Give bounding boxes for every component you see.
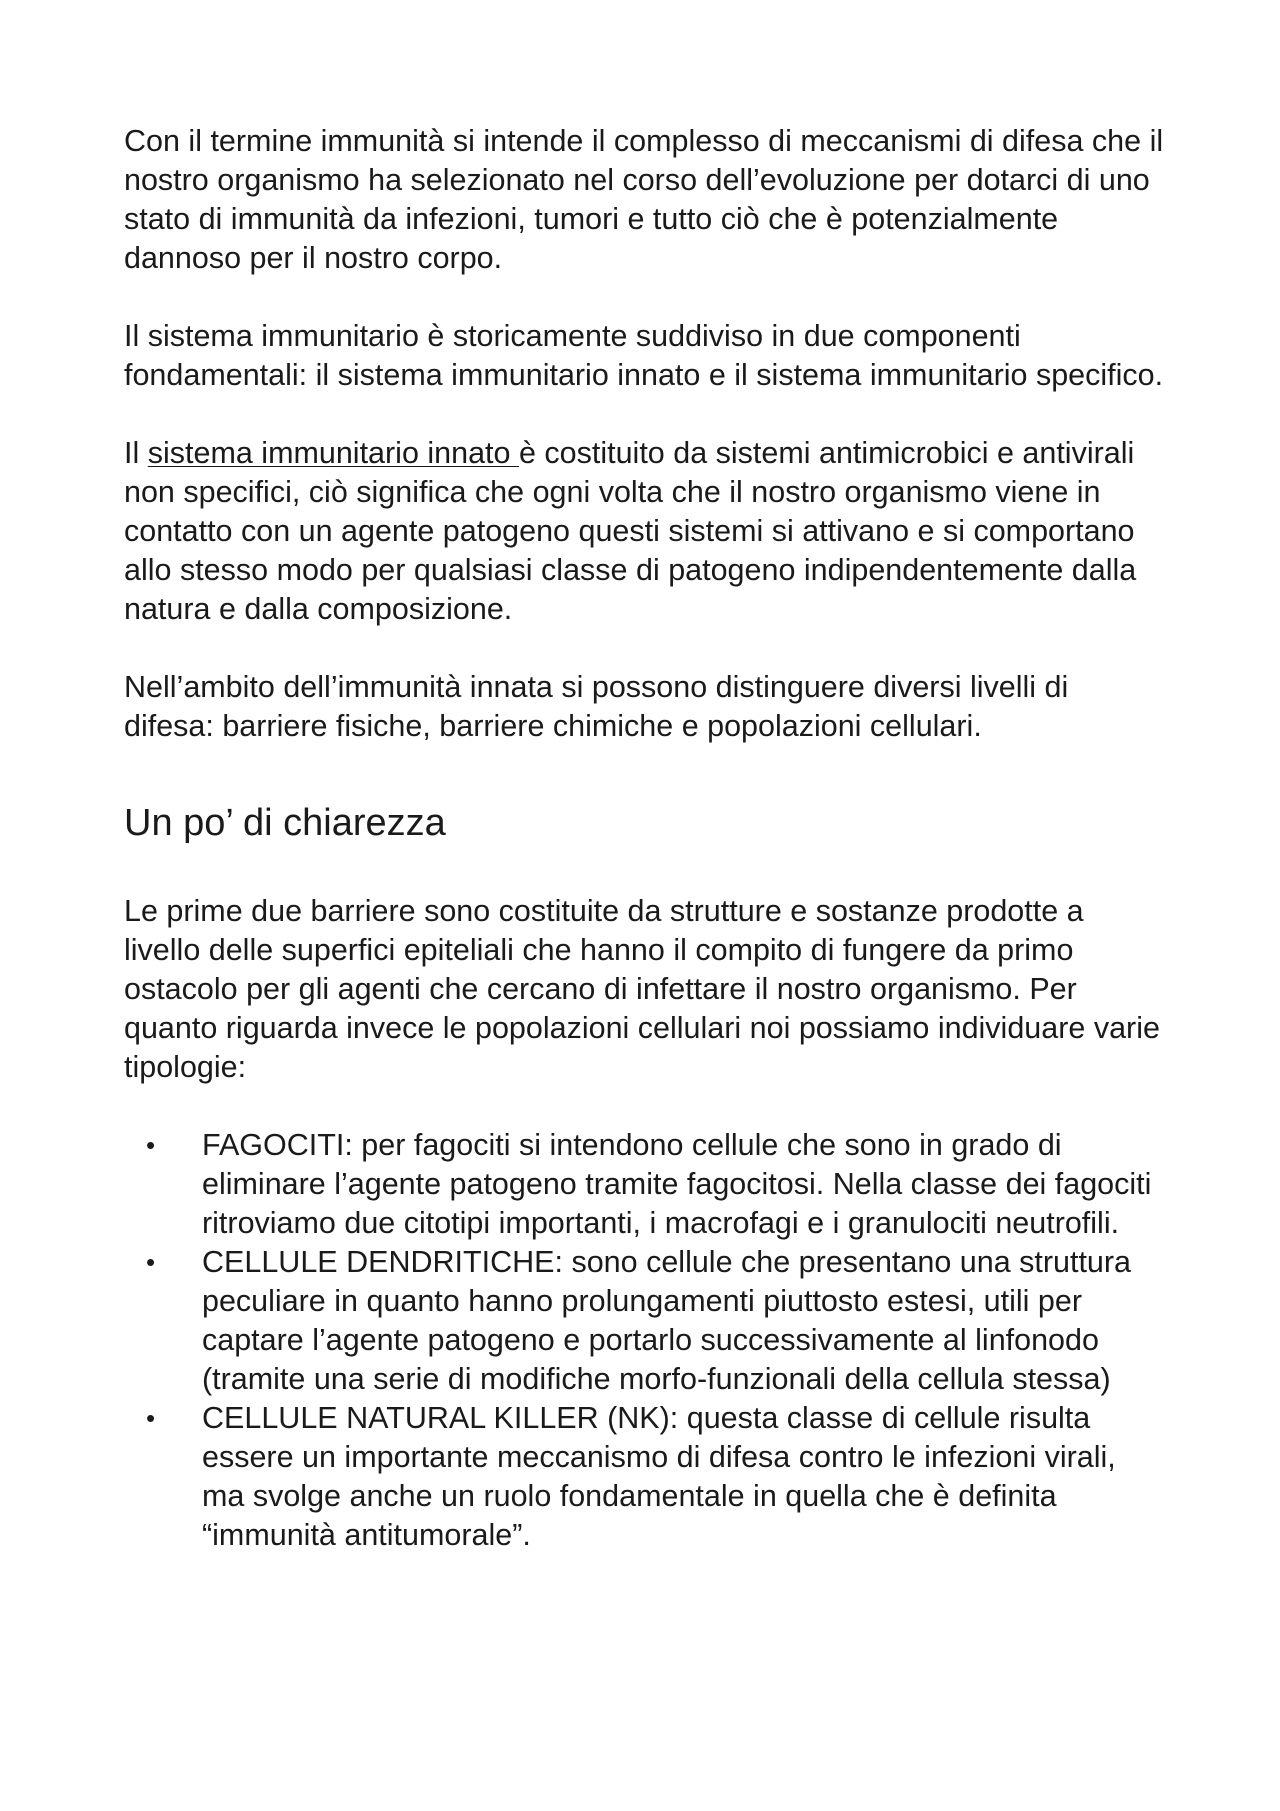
paragraph-barriers-intro: Le prime due barriere sono costituite da strutture e sostanze prodotte a livello delle superfici epiteliali che hanno il compito di fungere da primo ostacolo per gli agenti che cercano di infettare il nostro organismo. Per quanto riguarda invece le popolazioni cellulari noi possiamo individuare varie tipologie: (124, 894, 1160, 1084)
cell-types-list (124, 1126, 1164, 1555)
paragraph-immunity-definition: Con il termine immunità si intende il complesso di meccanismi di difesa che il nostro organismo ha selezionato nel corso dell’evoluzione per dotarci di uno stato di immunità da infezioni, tumori e tutto ciò che è potenzialmente dannoso per il nostro corpo. (124, 124, 1164, 275)
document-body (124, 122, 1164, 1555)
paragraph-innate-system (124, 434, 1164, 629)
paragraph-innate-prefix: Il (124, 436, 148, 470)
underlined-term-innate-system: sistema immunitario innato (147, 436, 519, 470)
paragraph-immune-system-division: Il sistema immunitario è storicamente suddiviso in due componenti fondamentali: il sistema immunitario innato e il sistema immunitario specifico. (124, 319, 1164, 392)
list-item-phagocytes (124, 1126, 1164, 1243)
bullet-icon: • (146, 1247, 156, 1277)
list-item-text: CELLULE DENDRITICHE: sono cellule che presentano una struttura peculiare in quanto hanno prolungamenti piuttosto estesi, utili per captare l’agente patogeno e portarlo successivamente al linfonodo (tramite una serie di modifiche morfo-funzionali della cellula stessa) (202, 1245, 1131, 1396)
paragraph-innate-suffix: è costituito da sistemi antimicrobici e antivirali non specifici, ciò significa che ogni volta che il nostro organismo viene in contatto con un agente patogeno questi sistemi si attivano e si comportano allo stesso modo per qualsiasi classe di patogeno indipendentemente dalla natura e dalla composizione. (124, 436, 1137, 626)
bullet-icon: • (146, 1130, 156, 1160)
list-item-text: CELLULE NATURAL KILLER (NK): questa classe di cellule risulta essere un importante meccanismo di difesa contro le infezioni virali, ma svolge anche un ruolo fondamentale in quella che è definita “immunità antitumorale”. (202, 1401, 1116, 1552)
list-item-text: FAGOCITI: per fagociti si intendono cellule che sono in grado di eliminare l’agente patogeno tramite fagocitosi. Nella classe dei fagociti ritroviamo due citotipi importanti, i macrofagi e i granulociti neutrofili. (202, 1128, 1152, 1240)
list-item-dendritic-cells (124, 1243, 1164, 1399)
bullet-icon: • (146, 1403, 156, 1433)
paragraph-defense-levels: Nell’ambito dell’immunità innata si possono distinguere diversi livelli di difesa: barriere fisiche, barriere chimiche e popolazioni cellulari. (124, 670, 1069, 743)
section-heading: Un po’ di chiarezza (124, 802, 446, 844)
list-item-natural-killer (124, 1399, 1164, 1555)
